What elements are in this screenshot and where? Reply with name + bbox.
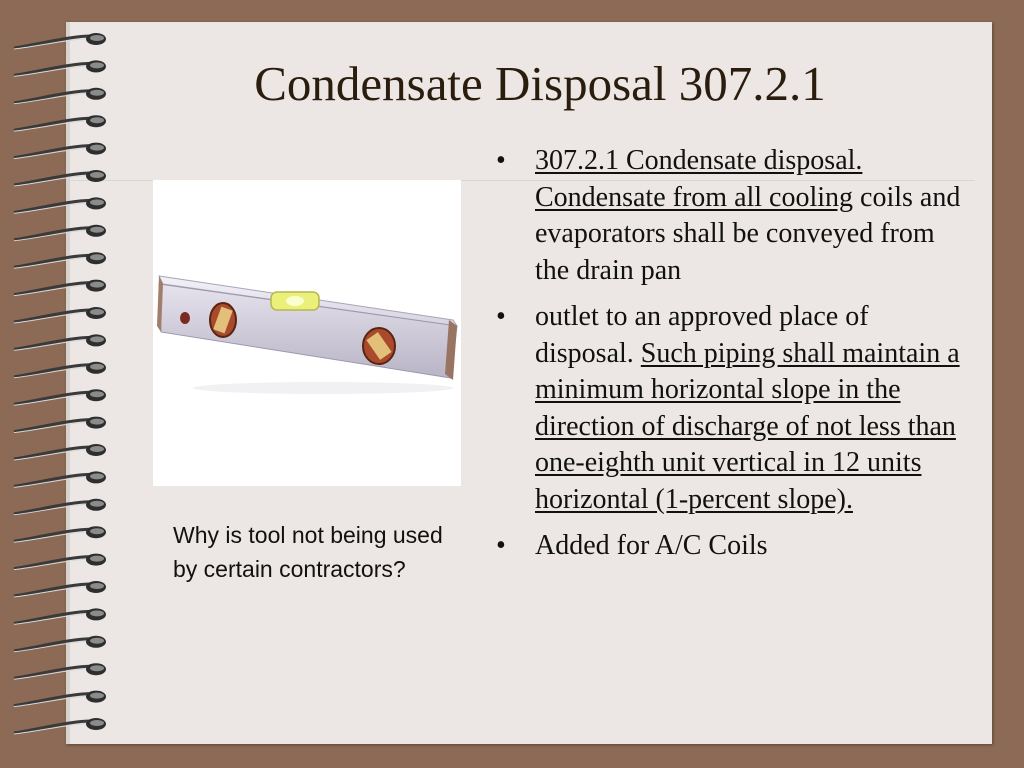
spiral-ring: [14, 417, 106, 433]
spiral-ring: [14, 170, 106, 186]
spiral-ring: [14, 60, 106, 76]
spiral-binding-icon: [0, 0, 130, 768]
bullet-item: [493, 143, 963, 289]
spiral-ring: [14, 225, 106, 241]
photo-caption: Why is tool not being used by certain contractors?: [173, 522, 443, 582]
spiral-ring: [14, 307, 106, 323]
spiral-ring: [14, 88, 106, 104]
spiral-ring: [14, 718, 106, 734]
spiral-ring: [14, 33, 106, 49]
spiral-ring: [14, 143, 106, 159]
spiral-ring: [14, 526, 106, 542]
bullet-text-underlined: 307.2.1 Condensate disposal. Condensate from all cooling: [535, 145, 863, 213]
bullet-text-underlined: Such piping shall maintain a minimum horizontal slope in the direction of discharge of not less than one-eighth unit vertical in 12 units horizontal (1-percent slope).: [535, 337, 960, 515]
spiral-ring: [14, 608, 106, 624]
slide-title: Condensate Disposal 307.2.1: [254, 56, 826, 111]
bullet-item: [493, 299, 963, 518]
spiral-ring: [14, 389, 106, 405]
spiral-ring: [14, 444, 106, 460]
level-tool-image: [153, 180, 461, 486]
spiral-ring: [14, 636, 106, 652]
spiral-ring: [14, 197, 106, 213]
bullet-list: [493, 143, 963, 575]
spiral-ring: [14, 115, 106, 131]
spirit-level-icon: [153, 180, 461, 486]
spiral-ring: [14, 362, 106, 378]
spiral-ring: [14, 280, 106, 296]
bullet-dot-icon: •: [496, 145, 506, 176]
spiral-ring: [14, 499, 106, 515]
bullet-text: Added for A/C Coils: [535, 530, 768, 561]
spiral-ring: [14, 581, 106, 597]
spiral-ring: [14, 471, 106, 487]
bullet-dot-icon: •: [496, 530, 506, 561]
spiral-ring: [14, 691, 106, 707]
bullet-dot-icon: •: [496, 301, 506, 332]
bullet-item: [493, 528, 963, 565]
bullet-text: outlet to an approved place of disposal.: [535, 301, 869, 369]
spiral-ring: [14, 554, 106, 570]
spiral-ring: [14, 252, 106, 268]
spiral-ring: [14, 334, 106, 350]
spiral-ring: [14, 663, 106, 679]
bullet-text: coils and evaporators shall be conveyed from the drain pan: [535, 181, 961, 286]
